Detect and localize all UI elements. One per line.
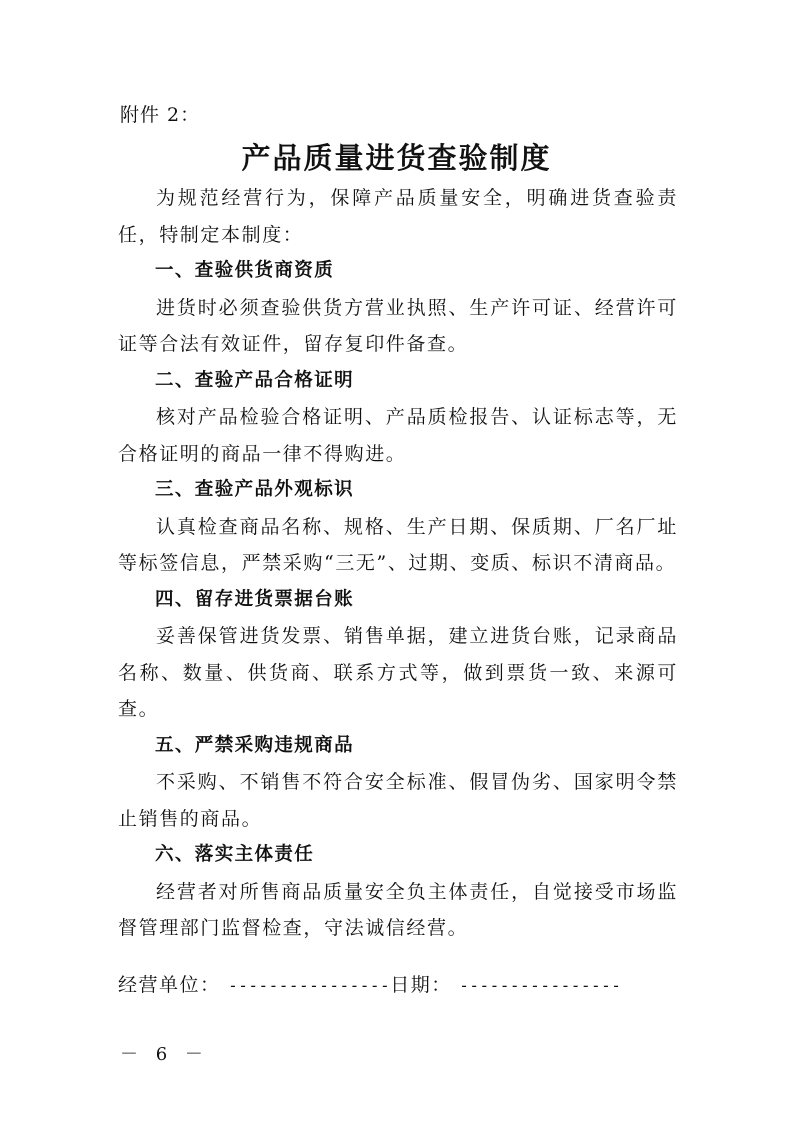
date-label: 日期： (390, 974, 452, 996)
attachment-label: 附件 2： (120, 104, 201, 126)
section-text-6: 经营者对所售商品质量安全负主体责任，自觉接受市场监督管理部门监督检查，守法诚信经营。 (118, 880, 678, 939)
unit-label: 经营单位： (118, 974, 221, 996)
section-heading-1: 一、查验供货商资质 (155, 260, 335, 281)
section-heading-3: 三、查验产品外观标识 (155, 479, 355, 500)
section-heading-6: 六、落实主体责任 (155, 844, 315, 865)
section-text-4: 妥善保管进货发票、销售单据，建立进货台账，记录商品名称、数量、供货商、联系方式等，做到票货一致、来源可查。 (118, 625, 678, 720)
section-text-1: 进货时必须查验供货方营业执照、生产许可证、经营许可证等合法有效证件，留存复印件备查。 (118, 296, 678, 355)
section-heading-2: 二、查验产品合格证明 (155, 369, 355, 391)
intro-paragraph: 为规范经营行为，保障产品质量安全，明确进货查验责任，特制定本制度： (118, 187, 678, 246)
section-text-5: 不采购、不销售不符合安全标准、假冒伪劣、国家明令禁止销售的商品。 (118, 771, 678, 830)
date-blank: ---------------- (459, 976, 622, 995)
section-heading-5: 五、严禁采购违规商品 (155, 734, 355, 756)
signature-line (118, 970, 678, 997)
section-text-3: 认真检查商品名称、规格、生产日期、保质期、厂名厂址等标签信息，严禁采购“三无”、过期、变质、标识不清商品。 (118, 515, 678, 574)
page-number: － 6 － (120, 1044, 209, 1065)
page-title: 产品质量进货查验制度 (241, 141, 552, 175)
section-text-2: 核对产品检验合格证明、产品质检报告、认证标志等，无合格证明的商品一律不得购进。 (118, 406, 678, 465)
document-body (118, 180, 678, 947)
section-heading-4: 四、留存进货票据台账 (155, 588, 355, 610)
unit-blank: ---------------- (228, 976, 391, 995)
